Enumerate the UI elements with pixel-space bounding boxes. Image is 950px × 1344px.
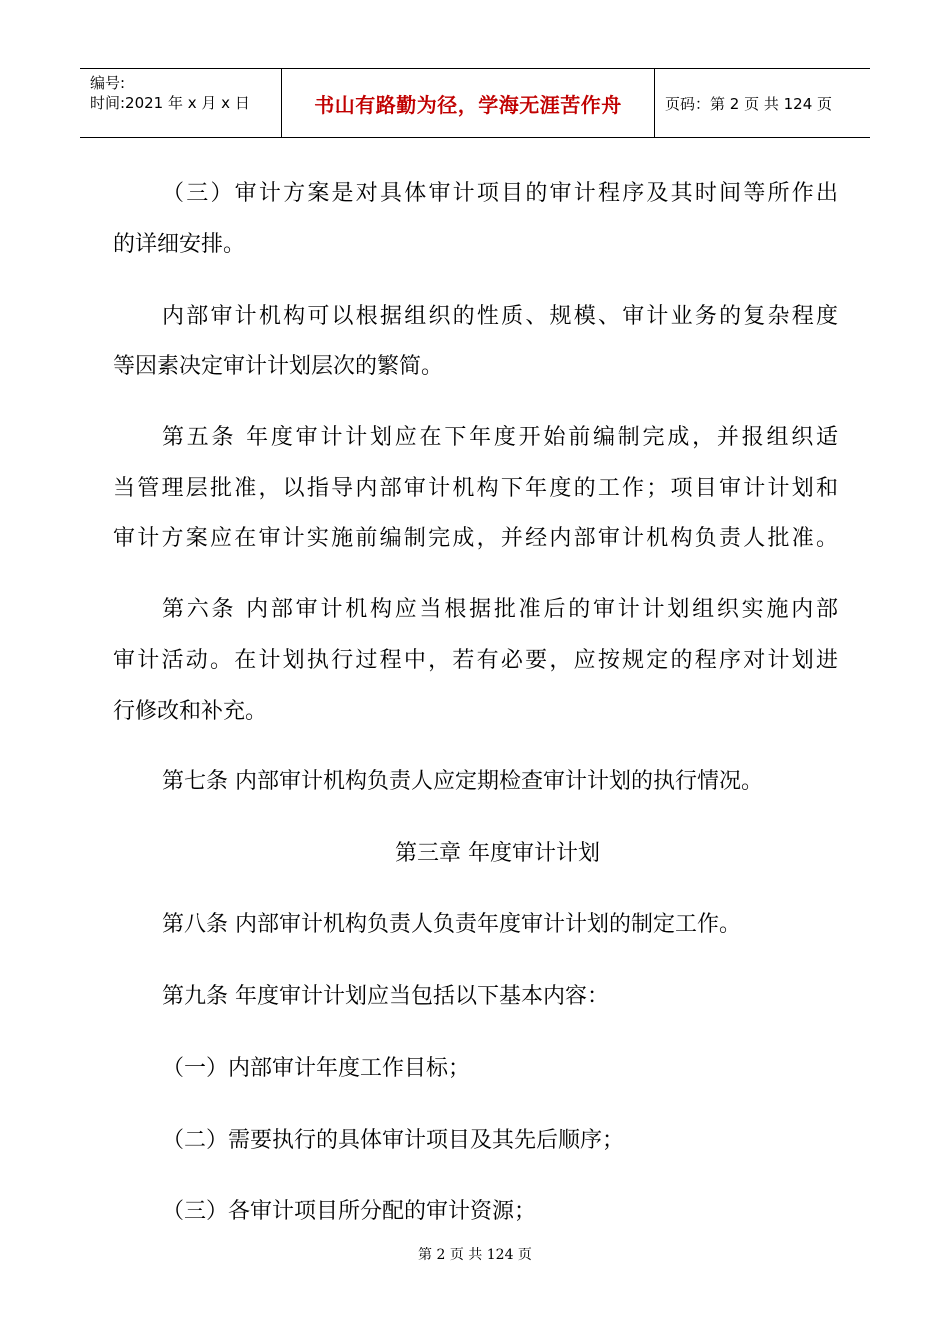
paragraph-line: 第六条 内部审计机构应当根据批准后的审计计划组织实施内部: [162, 597, 838, 622]
page-header: [80, 68, 870, 138]
list-item: （二）需要执行的具体审计项目及其先后顺序；: [162, 1128, 625, 1153]
chapter-heading: 第三章 年度审计计划: [395, 841, 600, 866]
header-motto: 书山有路勤为径，学海无涯苦作舟: [282, 69, 655, 137]
paragraph-line: 审计活动。在计划执行过程中，若有必要，应按规定的程序对计划进: [113, 648, 838, 673]
paragraph-line: 行修改和补充。: [113, 699, 268, 724]
document-number-label: 编号:: [90, 74, 126, 92]
paragraph-line: 的详细安排。: [113, 232, 246, 257]
paragraph-line: 内部审计机构可以根据组织的性质、规模、审计业务的复杂程度: [162, 304, 838, 329]
paragraph-line: 等因素决定审计计划层次的繁简。: [113, 354, 444, 379]
paragraph-line: 第九条 年度审计计划应当包括以下基本内容：: [162, 984, 609, 1009]
paragraph-line: 审计方案应在审计实施前编制完成，并经内部审计机构负责人批准。: [113, 526, 838, 551]
paragraph-line: 第八条 内部审计机构负责人负责年度审计计划的制定工作。: [162, 912, 741, 937]
header-meta-cell: [80, 69, 282, 137]
list-item: （三）各审计项目所分配的审计资源；: [162, 1199, 537, 1224]
paragraph-line: （三）审计方案是对具体审计项目的审计程序及其时间等所作出: [162, 181, 838, 206]
paragraph-line: 当管理层批准，以指导内部审计机构下年度的工作；项目审计计划和: [113, 476, 838, 501]
paragraph-line: 第五条 年度审计计划应在下年度开始前编制完成，并报组织适: [162, 425, 838, 450]
paragraph-line: 第七条 内部审计机构负责人应定期检查审计计划的执行情况。: [162, 769, 763, 794]
header-page-info: 页码：第 2 页 共 124 页: [665, 94, 833, 113]
list-item: （一）内部审计年度工作目标；: [162, 1056, 471, 1081]
page-footer: 第 2 页 共 124 页: [418, 1247, 532, 1263]
document-time-label: 时间:2021 年 x 月 x 日: [90, 94, 250, 112]
